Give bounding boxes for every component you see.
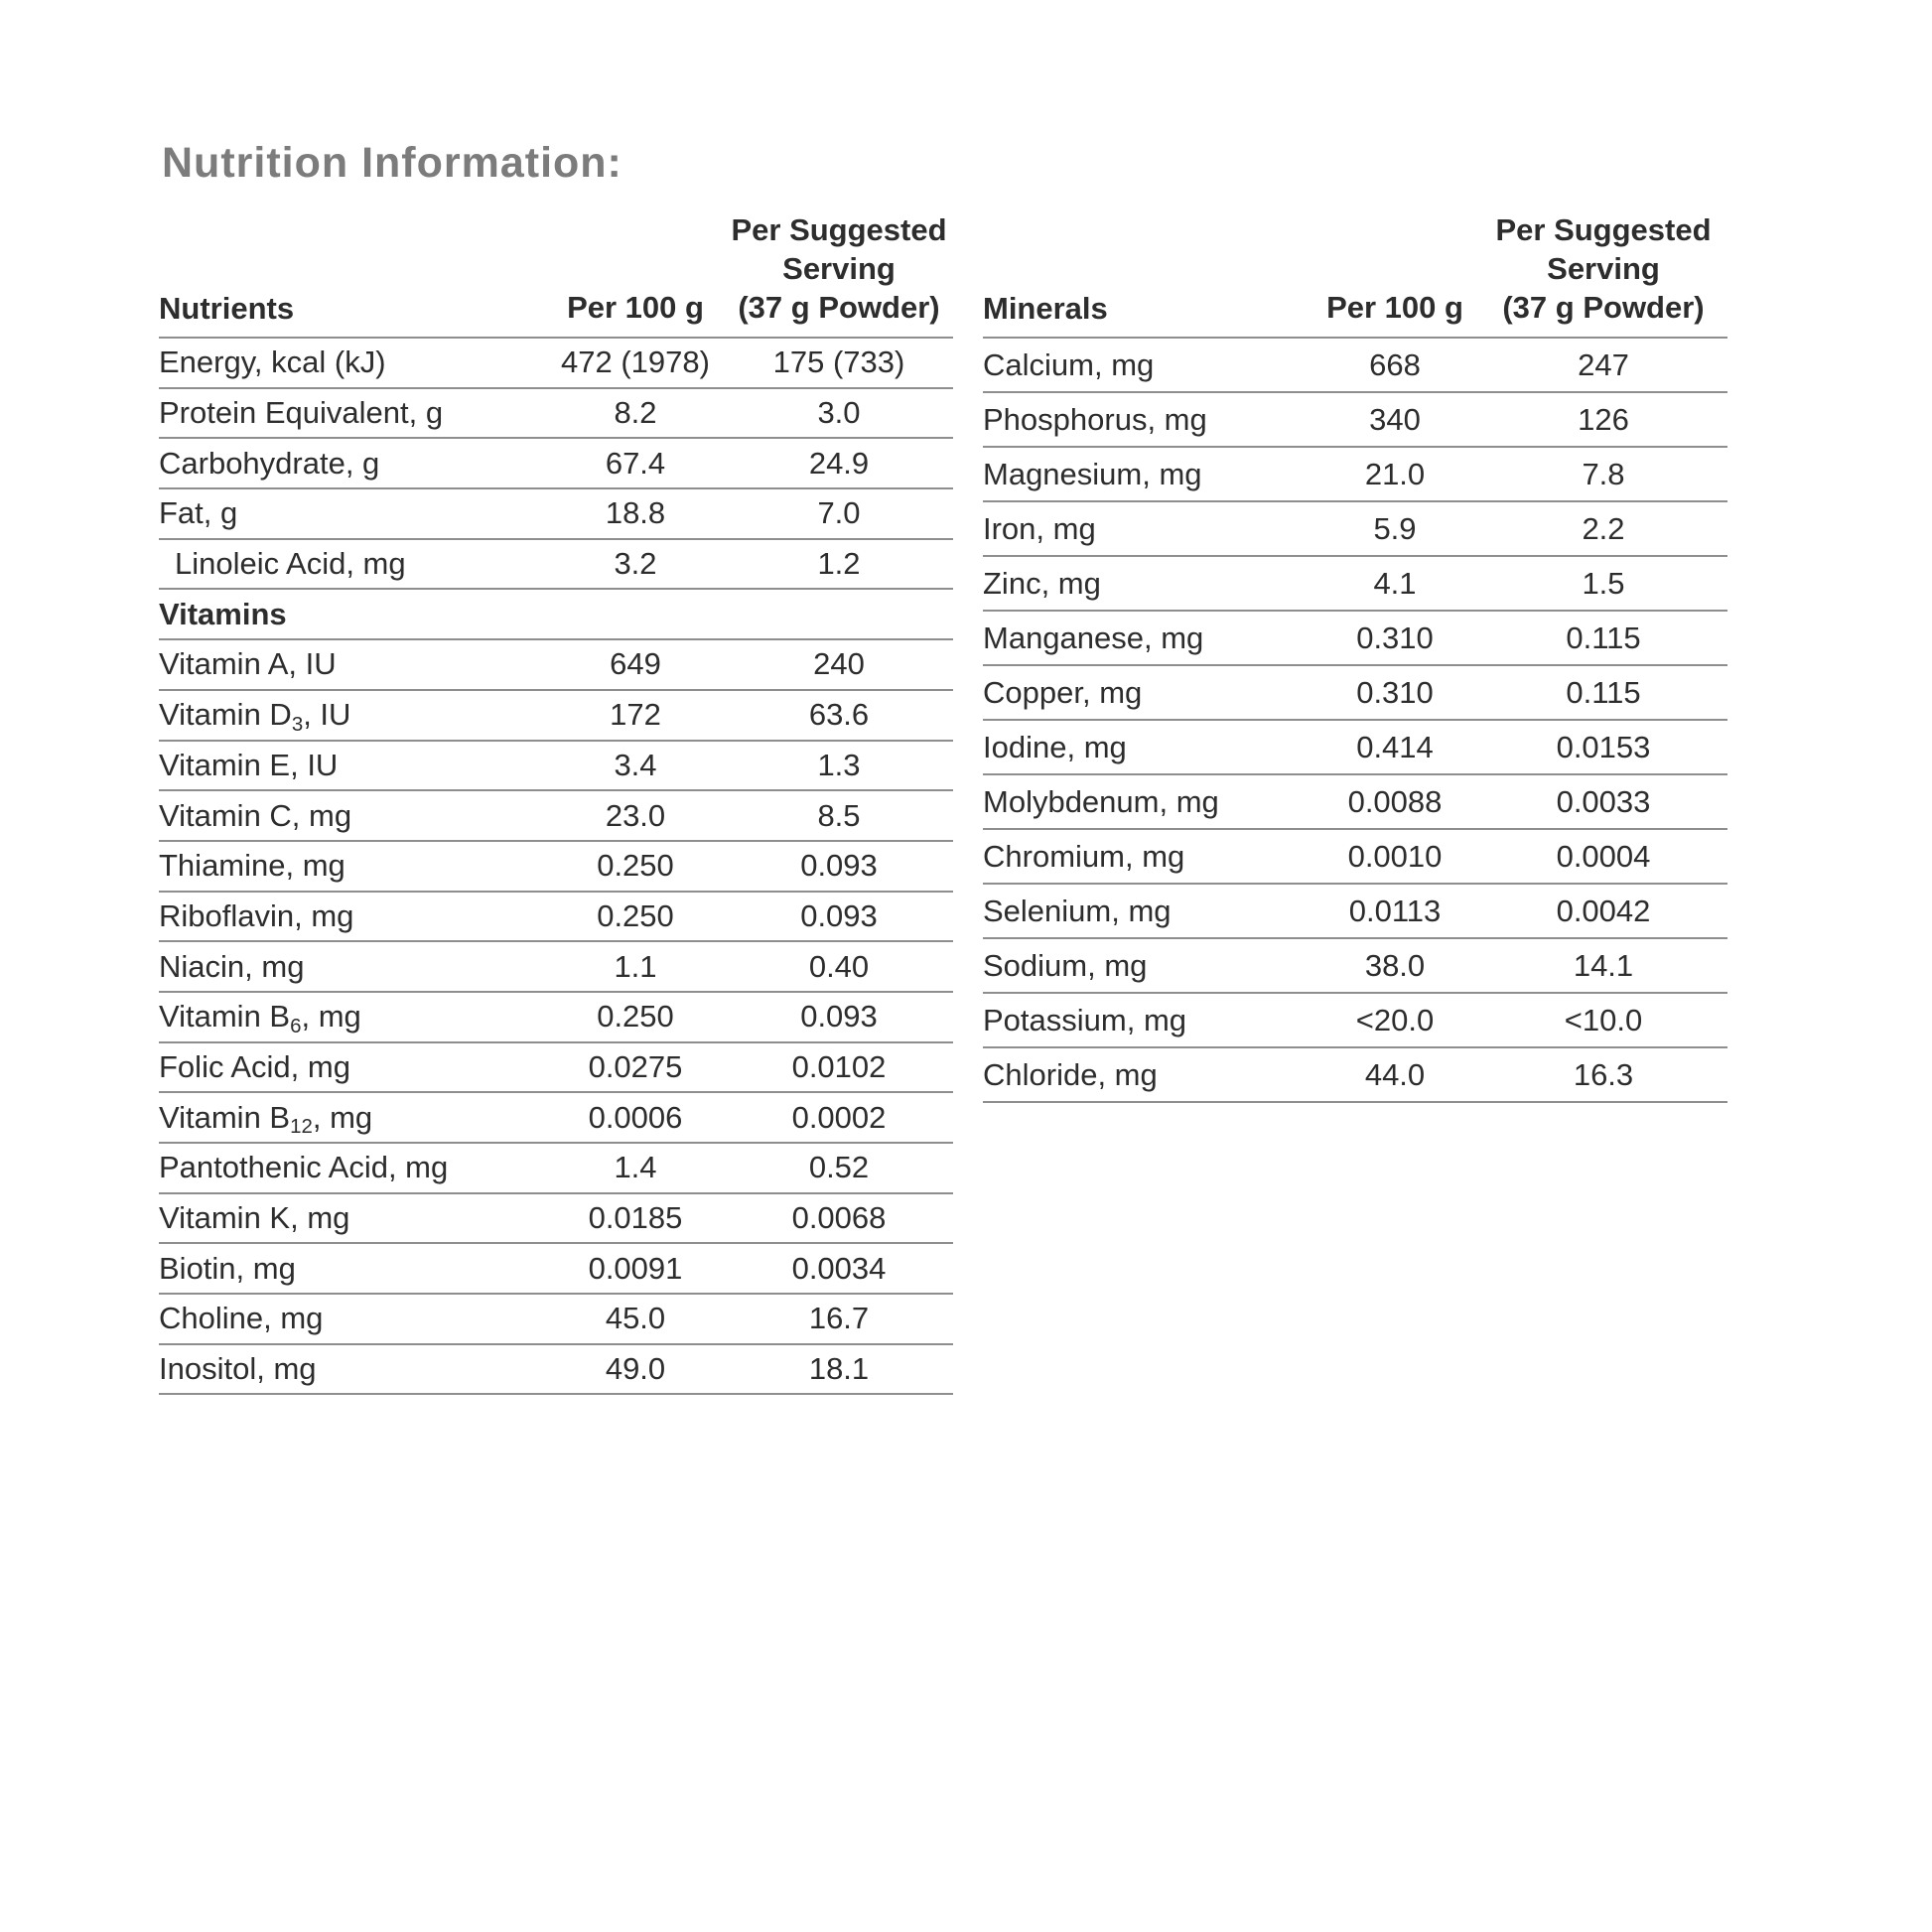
nutrient-label: Fat, g xyxy=(159,488,546,539)
serving-column-header xyxy=(725,210,953,338)
per-100g-value: 45.0 xyxy=(546,1294,725,1344)
per-100g-value: 0.0088 xyxy=(1311,774,1479,829)
nutrient-label: Vitamin $B_{12}$, mg xyxy=(159,1092,546,1143)
serving-value: 24.9 xyxy=(725,438,953,488)
nutrient-label: Vitamin $B_6$, mg xyxy=(159,992,546,1042)
table-row xyxy=(983,338,1727,392)
nutrient-label: Biotin, mg xyxy=(159,1243,546,1294)
per-100g-value: 472 (1978) xyxy=(546,338,725,388)
serving-value: 240 xyxy=(725,639,953,690)
table-row xyxy=(983,665,1727,720)
table-row xyxy=(159,488,953,539)
table-row xyxy=(983,938,1727,993)
per-100g-value: 0.0275 xyxy=(546,1042,725,1093)
per-100g-value: 21.0 xyxy=(1311,447,1479,501)
serving-value: 0.0002 xyxy=(725,1092,953,1143)
nutrient-label: Vitamin K, mg xyxy=(159,1193,546,1244)
nutrient-label: Choline, mg xyxy=(159,1294,546,1344)
nutrient-label: Linoleic Acid, mg xyxy=(159,539,546,590)
serving-value: 63.6 xyxy=(725,690,953,741)
serving-value: 0.115 xyxy=(1479,665,1727,720)
table-row xyxy=(983,392,1727,447)
serving-value: 2.2 xyxy=(1479,501,1727,556)
per-100g-value: 38.0 xyxy=(1311,938,1479,993)
per-100g-column-header: Per 100 g xyxy=(546,210,725,338)
table-row xyxy=(159,1344,953,1395)
table-row xyxy=(159,1092,953,1143)
per-100g-value: 1.1 xyxy=(546,941,725,992)
serving-value: 16.7 xyxy=(725,1294,953,1344)
table-row xyxy=(983,993,1727,1047)
nutrient-label: Vitamin E, IU xyxy=(159,741,546,791)
nutrient-label: Energy, kcal (kJ) xyxy=(159,338,546,388)
per-100g-value: 0.414 xyxy=(1311,720,1479,774)
label-subscript: 12 xyxy=(290,1115,313,1139)
table-row xyxy=(983,1047,1727,1102)
section-header: Vitamins xyxy=(159,589,953,639)
nutrient-label: Vitamin C, mg xyxy=(159,790,546,841)
mineral-label: Iron, mg xyxy=(983,501,1311,556)
mineral-label: Phosphorus, mg xyxy=(983,392,1311,447)
serving-header-line: Serving xyxy=(782,251,896,286)
mineral-label: Iodine, mg xyxy=(983,720,1311,774)
minerals-table xyxy=(983,210,1727,1103)
table-row xyxy=(983,501,1727,556)
table-row xyxy=(159,892,953,942)
per-100g-value: 3.4 xyxy=(546,741,725,791)
serving-value: 7.0 xyxy=(725,488,953,539)
mineral-label: Calcium, mg xyxy=(983,338,1311,392)
per-100g-value: 0.250 xyxy=(546,892,725,942)
mineral-label: Chromium, mg xyxy=(983,829,1311,884)
per-100g-value: 67.4 xyxy=(546,438,725,488)
mineral-label: Molybdenum, mg xyxy=(983,774,1311,829)
per-100g-value: 0.0010 xyxy=(1311,829,1479,884)
serving-value: 247 xyxy=(1479,338,1727,392)
serving-value: 14.1 xyxy=(1479,938,1727,993)
table-row xyxy=(159,438,953,488)
nutrient-label: Vitamin $D_3$, IU xyxy=(159,690,546,741)
nutrients-column-header: Nutrients xyxy=(159,210,546,338)
serving-header-line: Per Suggested xyxy=(731,212,947,247)
serving-value: 0.0033 xyxy=(1479,774,1727,829)
per-100g-value: 23.0 xyxy=(546,790,725,841)
table-row xyxy=(159,388,953,439)
per-100g-value: 3.2 xyxy=(546,539,725,590)
per-100g-value: 49.0 xyxy=(546,1344,725,1395)
serving-value: 7.8 xyxy=(1479,447,1727,501)
serving-value: 0.0068 xyxy=(725,1193,953,1244)
per-100g-value: 649 xyxy=(546,639,725,690)
table-header-row xyxy=(983,210,1727,338)
table-row xyxy=(983,611,1727,665)
table-row xyxy=(159,1294,953,1344)
serving-value: 0.52 xyxy=(725,1143,953,1193)
per-100g-value: 44.0 xyxy=(1311,1047,1479,1102)
mineral-label: Copper, mg xyxy=(983,665,1311,720)
nutrient-label: Riboflavin, mg xyxy=(159,892,546,942)
table-row xyxy=(159,1193,953,1244)
nutrient-label: Carbohydrate, g xyxy=(159,438,546,488)
label-subscript: 6 xyxy=(290,1015,302,1037)
table-row xyxy=(159,790,953,841)
nutrient-label: Folic Acid, mg xyxy=(159,1042,546,1093)
serving-value: 0.0042 xyxy=(1479,884,1727,938)
table-row xyxy=(159,741,953,791)
serving-value: 16.3 xyxy=(1479,1047,1727,1102)
per-100g-value: 18.8 xyxy=(546,488,725,539)
table-row xyxy=(159,1143,953,1193)
serving-value: 0.093 xyxy=(725,992,953,1042)
per-100g-column-header: Per 100 g xyxy=(1311,210,1479,338)
nutrient-label: Vitamin A, IU xyxy=(159,639,546,690)
nutrient-label: Pantothenic Acid, mg xyxy=(159,1143,546,1193)
per-100g-value: 4.1 xyxy=(1311,556,1479,611)
table-row xyxy=(983,884,1727,938)
per-100g-value: 0.0091 xyxy=(546,1243,725,1294)
table-row xyxy=(159,639,953,690)
table-row xyxy=(159,690,953,741)
table-row xyxy=(983,829,1727,884)
serving-value: 0.0153 xyxy=(1479,720,1727,774)
serving-value: 8.5 xyxy=(725,790,953,841)
serving-value: <10.0 xyxy=(1479,993,1727,1047)
page-title: Nutrition Information: xyxy=(162,139,622,187)
per-100g-value: 5.9 xyxy=(1311,501,1479,556)
nutrient-label: Inositol, mg xyxy=(159,1344,546,1395)
table-row xyxy=(159,539,953,590)
serving-value: 126 xyxy=(1479,392,1727,447)
per-100g-value: 0.0113 xyxy=(1311,884,1479,938)
nutrient-label: Protein Equivalent, g xyxy=(159,388,546,439)
serving-value: 0.0004 xyxy=(1479,829,1727,884)
serving-header-line: Serving xyxy=(1547,251,1660,286)
table-row xyxy=(983,556,1727,611)
serving-value: 0.093 xyxy=(725,841,953,892)
serving-column-header xyxy=(1479,210,1727,338)
serving-value: 0.0034 xyxy=(725,1243,953,1294)
per-100g-value: 1.4 xyxy=(546,1143,725,1193)
serving-header-line: (37 g Powder) xyxy=(738,290,940,325)
nutrients-table xyxy=(159,210,953,1395)
per-100g-value: 0.0006 xyxy=(546,1092,725,1143)
mineral-label: Zinc, mg xyxy=(983,556,1311,611)
table-row xyxy=(159,941,953,992)
per-100g-value: 8.2 xyxy=(546,388,725,439)
per-100g-value: 0.310 xyxy=(1311,665,1479,720)
serving-value: 1.5 xyxy=(1479,556,1727,611)
serving-value: 1.3 xyxy=(725,741,953,791)
serving-value: 0.0102 xyxy=(725,1042,953,1093)
serving-header-line: (37 g Powder) xyxy=(1502,290,1705,325)
nutrient-label: Niacin, mg xyxy=(159,941,546,992)
mineral-label: Manganese, mg xyxy=(983,611,1311,665)
serving-value: 1.2 xyxy=(725,539,953,590)
table-row xyxy=(159,338,953,388)
per-100g-value: 0.0185 xyxy=(546,1193,725,1244)
serving-header-line: Per Suggested xyxy=(1495,212,1712,247)
per-100g-value: 340 xyxy=(1311,392,1479,447)
table-row xyxy=(159,589,953,639)
serving-value: 0.115 xyxy=(1479,611,1727,665)
table-row xyxy=(159,1243,953,1294)
serving-value: 3.0 xyxy=(725,388,953,439)
table-row xyxy=(159,992,953,1042)
table-row xyxy=(159,841,953,892)
serving-value: 175 (733) xyxy=(725,338,953,388)
mineral-label: Magnesium, mg xyxy=(983,447,1311,501)
table-header-row xyxy=(159,210,953,338)
per-100g-value: 172 xyxy=(546,690,725,741)
label-subscript: 3 xyxy=(291,712,304,736)
mineral-label: Chloride, mg xyxy=(983,1047,1311,1102)
mineral-label: Sodium, mg xyxy=(983,938,1311,993)
per-100g-value: <20.0 xyxy=(1311,993,1479,1047)
table-row xyxy=(159,1042,953,1093)
table-row xyxy=(983,774,1727,829)
table-row xyxy=(983,447,1727,501)
mineral-label: Selenium, mg xyxy=(983,884,1311,938)
nutrient-label: Thiamine, mg xyxy=(159,841,546,892)
per-100g-value: 0.310 xyxy=(1311,611,1479,665)
serving-value: 0.40 xyxy=(725,941,953,992)
serving-value: 18.1 xyxy=(725,1344,953,1395)
serving-value: 0.093 xyxy=(725,892,953,942)
per-100g-value: 0.250 xyxy=(546,992,725,1042)
mineral-label: Potassium, mg xyxy=(983,993,1311,1047)
minerals-column-header: Minerals xyxy=(983,210,1311,338)
table-row xyxy=(983,720,1727,774)
per-100g-value: 668 xyxy=(1311,338,1479,392)
per-100g-value: 0.250 xyxy=(546,841,725,892)
